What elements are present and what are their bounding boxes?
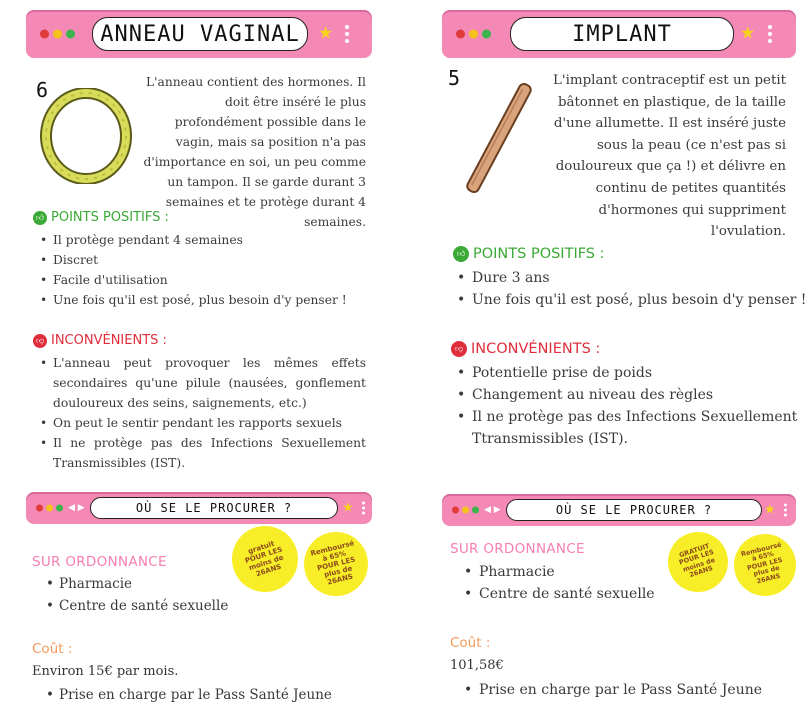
title-bar (442, 10, 796, 58)
card-title: IMPLANT (510, 17, 734, 51)
method-number: 5 (448, 66, 461, 90)
cost-title: Coût : (32, 641, 73, 657)
list-item: • Il ne protège pas des Infections Sexuellement Ttransmissibles (IST). (457, 406, 807, 450)
nav-arrows-icon[interactable]: ◀ ▶ (484, 505, 501, 515)
thumbs-up-icon: 👍︎ (33, 211, 47, 225)
positives-title: POINTS POSITIFS : (51, 210, 169, 225)
list-item: • Prise en charge par le Pass Santé Jeune (464, 679, 794, 701)
list-item: • Une fois qu'il est posé, plus besoin d'y penser ! (457, 289, 807, 311)
where-list (464, 561, 674, 605)
negatives-title: INCONVÉNIENTS : (471, 341, 601, 357)
where-title: SUR ORDONNANCE (32, 554, 167, 570)
star-icon[interactable]: ★ (740, 23, 756, 44)
seal-badge-reimbursed: Remboursé à 65% POUR LES plus de 26ANS (734, 534, 796, 596)
list-item: • Dure 3 ans (457, 267, 807, 289)
where-bar (442, 494, 796, 526)
list-item: • Pharmacie (464, 561, 674, 583)
where-bar-title: OÙ SE LE PROCURER ? (90, 497, 338, 519)
list-item: • Il ne protège pas des Infections Sexuellement Transmissibles (IST). (40, 433, 366, 473)
positives-list (40, 230, 370, 310)
positives-heading (33, 210, 169, 225)
window-dots-icon (40, 30, 75, 39)
cost-list (46, 684, 366, 706)
list-item: • L'anneau peut provoquer les mêmes effets secondaires qu'une pilule (nausées, gonflement douloureux des seins, saignements, etc.) (40, 353, 366, 413)
positives-list (457, 267, 807, 311)
cost-title: Coût : (450, 635, 491, 651)
vaginal-ring-image (40, 88, 132, 184)
kebab-menu-icon[interactable] (784, 504, 788, 517)
cost-list (464, 679, 794, 701)
method-number: 6 (36, 78, 49, 102)
card-title: ANNEAU VAGINAL (92, 17, 308, 51)
seal-badge-free: gratuit POUR LES moins de 26ANS (232, 526, 298, 592)
list-item: • Facile d'utilisation (40, 270, 370, 290)
list-item: • Une fois qu'il est posé, plus besoin d'y penser ! (40, 290, 370, 310)
window-dots-icon (456, 30, 491, 39)
cost-value: 101,58€ (450, 658, 504, 673)
list-item: • Potentielle prise de poids (457, 362, 807, 384)
kebab-menu-icon[interactable] (345, 25, 349, 43)
implant-stick-image (464, 76, 534, 200)
method-description: L'anneau contient des hormones. Il doit être inséré le plus profondément possible dans le vagin, mais sa position n'a pas d'importance en soi, un peu comme un tampon. Il se garde durant 3 semaines et te protège durant 4 semaines. (143, 75, 366, 229)
positives-heading (453, 246, 605, 262)
seal-badge-reimbursed: Remboursé à 65% POUR LES plus de 26ANS (304, 532, 368, 596)
star-icon[interactable]: ★ (318, 23, 334, 44)
star-icon[interactable]: ★ (342, 500, 354, 516)
positives-title: POINTS POSITIFS : (473, 246, 605, 262)
kebab-menu-icon[interactable] (362, 502, 366, 515)
list-item: • Discret (40, 250, 370, 270)
cost-value: Environ 15€ par mois. (32, 664, 179, 679)
negatives-heading (33, 333, 167, 348)
list-item: • Il protège pendant 4 semaines (40, 230, 370, 250)
seal-badge-free: GRATUIT POUR LES moins de 26ANS (668, 532, 728, 592)
negatives-list (40, 353, 366, 473)
window-dots-icon (452, 507, 479, 514)
where-bar-title: OÙ SE LE PROCURER ? (506, 499, 762, 521)
negatives-heading (451, 341, 600, 357)
thumbs-up-icon: 👍︎ (453, 246, 469, 262)
list-item: • Prise en charge par le Pass Santé Jeune (46, 684, 366, 706)
method-description: L'implant contraceptif est un petit bâtonnet en plastique, de la taille d'une allumette. Il est inséré juste sous la peau (ce n'est pas si douloureux que ça !) et délivre en continu de petites quantités d'hormones qui suppriment l'ovulation. (553, 73, 786, 240)
list-item: • Changement au niveau des règles (457, 384, 807, 406)
nav-arrows-icon[interactable]: ◀ ▶ (68, 503, 85, 513)
thumbs-down-icon: 👎︎ (451, 341, 467, 357)
list-item: • On peut le sentir pendant les rapports sexuels (40, 413, 366, 433)
where-bar (26, 492, 372, 524)
list-item: • Centre de santé sexuelle (464, 583, 674, 605)
where-title: SUR ORDONNANCE (450, 541, 585, 557)
where-list (46, 573, 246, 617)
thumbs-down-icon: 👎︎ (33, 334, 47, 348)
list-item: • Pharmacie (46, 573, 246, 595)
negatives-title: INCONVÉNIENTS : (51, 333, 167, 348)
title-bar (26, 10, 372, 58)
negatives-list (457, 362, 807, 450)
star-icon[interactable]: ★ (764, 502, 776, 518)
kebab-menu-icon[interactable] (768, 25, 772, 43)
window-dots-icon (36, 505, 63, 512)
list-item: • Centre de santé sexuelle (46, 595, 246, 617)
